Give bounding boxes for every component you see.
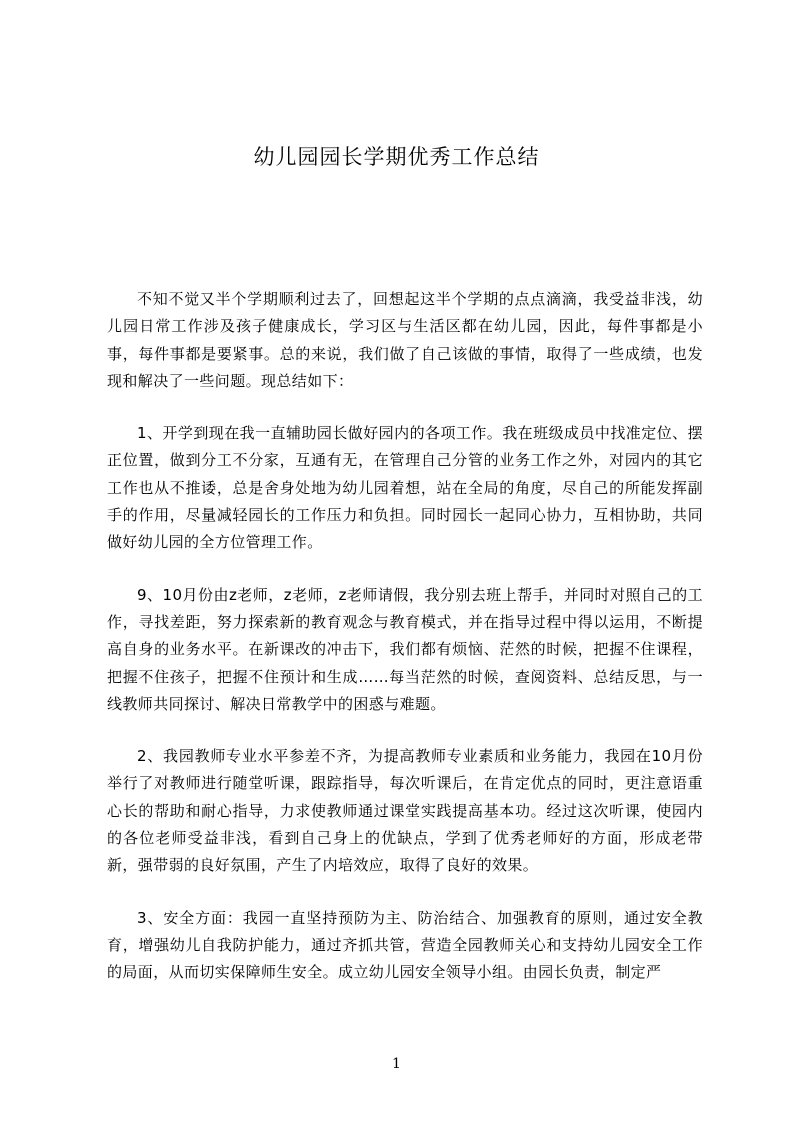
paragraph-9: 9、10月份由z老师，z老师，z老师请假，我分别去班上帮手，并同时对照自己的工作，寻找差距，努力探索新的教育观念与教育模式，并在指导过程中得以运用，不断提高自身的业务水平。在新课改的冲击下，我们都有烦恼、茫然的时候，把握不住课程，把握不住孩子，把握不住预计和生成……每当茫然的时候，查阅资料、总结反思，与一线教师共同探讨、解决日常教学中的困惑与难题。 (107, 585, 703, 713)
page-number: 1 (392, 1056, 401, 1072)
paragraph-intro: 不知不觉又半个学期顺利过去了，回想起这半个学期的点点滴滴，我受益非浅，幼儿园日常工作涉及孩子健康成长，学习区与生活区都在幼儿园，因此，每件事都是小事，每件事都是要紧事。总的来说，我们做了自己该做的事情，取得了一些成绩，也发现和解决了一些问题。现总结如下： (107, 290, 703, 390)
paragraph-2: 2、我园教师专业水平参差不齐，为提高教师专业素质和业务能力，我园在10月份举行了对教师进行随堂听课，跟踪指导，每次听课后，在肯定优点的同时，更注意语重心长的帮助和耐心指导，力求使教师通过课堂实践提高基本功。经过这次听课，使园内的各位老师受益非浅，看到自己身上的优缺点，学到了优秀老师好的方面，形成老带新，强带弱的良好氛围，产生了内培效应，取得了良好的效果。 (107, 747, 703, 875)
paragraph-3: 3、安全方面：我园一直坚持预防为主、防治结合、加强教育的原则，通过安全教育，增强幼儿自我防护能力，通过齐抓共管，营造全园教师关心和支持幼儿园安全工作的局面，从而切实保障师生安全。成立幼儿园安全领导小组。由园长负责，制定严 (107, 908, 703, 982)
document-body (107, 286, 703, 1012)
paragraph-1: 1、开学到现在我一直辅助园长做好园内的各项工作。我在班级成员中找准定位、摆正位置，做到分工不分家，互通有无，在管理自己分管的业务工作之外，对园内的其它工作也从不推诿，总是舍身处地为幼儿园着想，站在全局的角度，尽自己的所能发挥副手的作用，尽量减轻园长的工作压力和负担。同时园长一起同心协力，互相协助，共同做好幼儿园的全方位管理工作。 (107, 424, 703, 552)
document-title: 幼儿园园长学期优秀工作总结 (253, 145, 540, 169)
